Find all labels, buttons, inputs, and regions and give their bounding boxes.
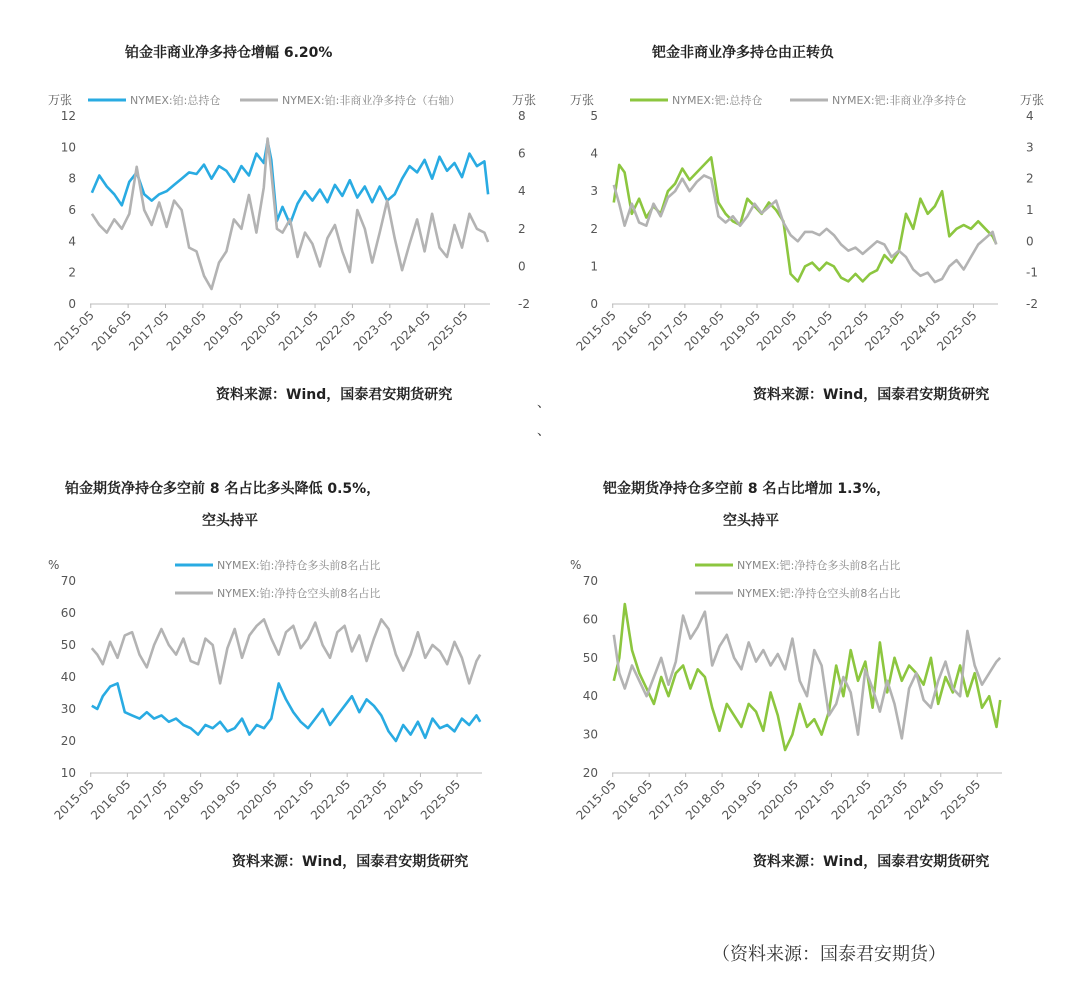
footer-source: （资料来源：国泰君安期货） [712, 944, 946, 965]
legend-label: NYMEX:钯:净持仓空头前8名占比 [737, 587, 901, 600]
x-tick-label: 2025-05 [425, 308, 471, 354]
stray-mark: 、 [537, 396, 551, 411]
y-tick-label: 2 [68, 265, 76, 280]
y-axis-unit: 万张 [48, 93, 73, 107]
x-tick-label: 2016-05 [88, 308, 135, 354]
chart-4-title-line-1: 钯金期货净持仓多空前 8 名占比增加 1.3%， [603, 481, 891, 497]
legend-label: NYMEX:铂:总持仓 [130, 94, 221, 107]
x-tick-label: 2023-05 [862, 308, 908, 354]
x-tick-label: 2017-05 [126, 308, 172, 354]
x-tick-label: 2018-05 [163, 308, 210, 354]
y-tick-label: 40 [60, 670, 76, 684]
x-tick-label: 2020-05 [234, 777, 281, 823]
x-tick-label: 2023-05 [350, 308, 396, 354]
x-tick-label: 2017-05 [645, 308, 691, 354]
y-tick-label: 5 [590, 109, 598, 123]
x-tick-label: 2022-05 [307, 777, 354, 823]
y2-tick-label: 4 [1026, 109, 1034, 123]
x-tick-label: 2021-05 [789, 308, 836, 354]
x-tick-label: 2020-05 [238, 308, 284, 354]
x-tick-label: 2022-05 [826, 308, 872, 354]
x-tick-label: 2023-05 [865, 777, 911, 823]
y-tick-label: 3 [590, 184, 598, 199]
y2-tick-label: 2 [518, 221, 526, 236]
x-tick-label: 2015-05 [51, 777, 97, 823]
x-tick-label: 2015-05 [573, 308, 619, 354]
y-tick-label: 0 [68, 297, 76, 311]
y2-tick-label: -2 [518, 297, 530, 311]
stray-mark: 、 [537, 424, 551, 439]
y-tick-label: 30 [60, 702, 76, 716]
series-line-1 [614, 157, 996, 281]
x-tick-label: 2025-05 [937, 777, 984, 823]
chart-3-title [65, 478, 380, 530]
y-tick-label: 2 [590, 221, 598, 236]
y-tick-label: 20 [60, 734, 76, 748]
chart-1-title-line: 铂金非商业净多持仓增幅 6.20% [125, 45, 333, 61]
y-axis-unit: 万张 [570, 93, 595, 107]
chart-3-title-line-1: 铂金期货净持仓多空前 8 名占比多头降低 0.5%， [65, 481, 381, 497]
x-tick-label: 2018-05 [161, 777, 207, 823]
chart-2-title-line: 钯金非商业净多持仓由正转负 [652, 45, 834, 61]
x-tick-label: 2024-05 [381, 777, 427, 823]
chart-3-title-line-2: 空头持平 [202, 513, 258, 529]
x-tick-label: 2019-05 [719, 777, 765, 823]
legend-label: NYMEX:铂:净持仓多头前8名占比 [217, 559, 381, 572]
x-tick-label: 2024-05 [901, 777, 947, 823]
y2-tick-label: -1 [1026, 265, 1038, 280]
y2-tick-label: 6 [518, 146, 526, 161]
legend-label: NYMEX:铂:净持仓空头前8名占比 [217, 587, 381, 600]
series-line-1 [92, 141, 488, 224]
y2-axis-unit: 万张 [512, 93, 537, 107]
y-tick-label: 60 [582, 612, 598, 627]
y-tick-label: 12 [60, 109, 76, 123]
x-tick-label: 2024-05 [387, 308, 434, 354]
legend-label: NYMEX:铂:非商业净多持仓（右轴） [282, 94, 461, 107]
x-tick-label: 2022-05 [828, 777, 874, 823]
chart-1-title [125, 42, 332, 62]
y2-tick-label: 0 [518, 259, 526, 274]
x-tick-label: 2021-05 [275, 308, 322, 354]
y2-axis-unit: 万张 [1020, 93, 1045, 107]
x-tick-label: 2022-05 [313, 308, 359, 354]
chart-2-source: 资料来源：Wind，国泰君安期货研究 [753, 387, 990, 403]
x-tick-label: 2016-05 [609, 308, 655, 354]
y-axis-unit: % [570, 558, 582, 572]
y-tick-label: 6 [68, 203, 76, 217]
series-line-2 [614, 612, 1000, 739]
legend-label: NYMEX:钯:非商业净多持仓 [832, 94, 967, 107]
x-tick-label: 2015-05 [573, 777, 619, 823]
series-line-1 [92, 683, 480, 741]
y-tick-label: 60 [60, 606, 76, 620]
chart-3-platinum-top8-ratio [30, 553, 550, 843]
y2-tick-label: -2 [1026, 297, 1038, 311]
chart-1-source: 资料来源：Wind，国泰君安期货研究 [216, 387, 453, 403]
y-axis-unit: % [48, 558, 60, 572]
x-tick-label: 2021-05 [271, 777, 317, 823]
x-tick-label: 2018-05 [681, 308, 728, 354]
x-tick-label: 2020-05 [755, 777, 802, 823]
chart-4-title-line-2: 空头持平 [723, 513, 779, 529]
y-tick-label: 70 [60, 574, 76, 588]
y-tick-label: 8 [68, 171, 76, 186]
x-tick-label: 2018-05 [682, 777, 729, 823]
x-tick-label: 2016-05 [609, 777, 656, 823]
series-line-2 [92, 139, 488, 289]
x-tick-label: 2021-05 [792, 777, 838, 823]
y-tick-label: 10 [60, 766, 76, 780]
x-tick-label: 2024-05 [898, 308, 944, 354]
y2-tick-label: 2 [1026, 171, 1034, 186]
chart-4-palladium-top8-ratio [550, 553, 1070, 843]
x-tick-label: 2020-05 [753, 308, 800, 354]
y2-tick-label: 8 [518, 109, 526, 123]
legend-label: NYMEX:钯:总持仓 [672, 94, 763, 107]
x-tick-label: 2016-05 [88, 777, 134, 823]
y-tick-label: 70 [582, 574, 598, 588]
x-tick-label: 2023-05 [344, 777, 390, 823]
y-tick-label: 4 [68, 234, 76, 249]
y2-tick-label: 0 [1026, 234, 1034, 249]
x-tick-label: 2019-05 [198, 777, 244, 823]
x-tick-label: 2017-05 [646, 777, 692, 823]
y2-tick-label: 3 [1026, 140, 1034, 155]
chart-1-platinum-open-interest [30, 88, 550, 378]
y-tick-label: 0 [590, 297, 598, 311]
x-tick-label: 2019-05 [201, 308, 247, 354]
chart-3-source: 资料来源：Wind，国泰君安期货研究 [232, 854, 469, 870]
x-tick-label: 2017-05 [124, 777, 171, 823]
x-tick-label: 2025-05 [417, 777, 464, 823]
y-tick-label: 50 [582, 650, 598, 665]
y2-tick-label: 4 [518, 184, 526, 199]
y-tick-label: 30 [582, 727, 598, 742]
x-tick-label: 2019-05 [717, 308, 764, 354]
chart-2-title [652, 42, 834, 62]
y-tick-label: 1 [590, 259, 598, 274]
chart-4-source: 资料来源：Wind，国泰君安期货研究 [753, 854, 990, 870]
y-tick-label: 50 [60, 638, 76, 652]
series-line-2 [92, 619, 480, 683]
y-tick-label: 4 [590, 146, 598, 161]
y2-tick-label: 1 [1026, 203, 1034, 217]
y-tick-label: 20 [582, 766, 598, 780]
y-tick-label: 40 [582, 689, 598, 704]
x-tick-label: 2015-05 [51, 308, 97, 354]
y-tick-label: 10 [60, 140, 76, 155]
chart-4-title [603, 478, 890, 530]
legend-label: NYMEX:钯:净持仓多头前8名占比 [737, 559, 901, 572]
chart-2-palladium-open-interest [550, 88, 1070, 378]
x-tick-label: 2025-05 [934, 308, 980, 354]
